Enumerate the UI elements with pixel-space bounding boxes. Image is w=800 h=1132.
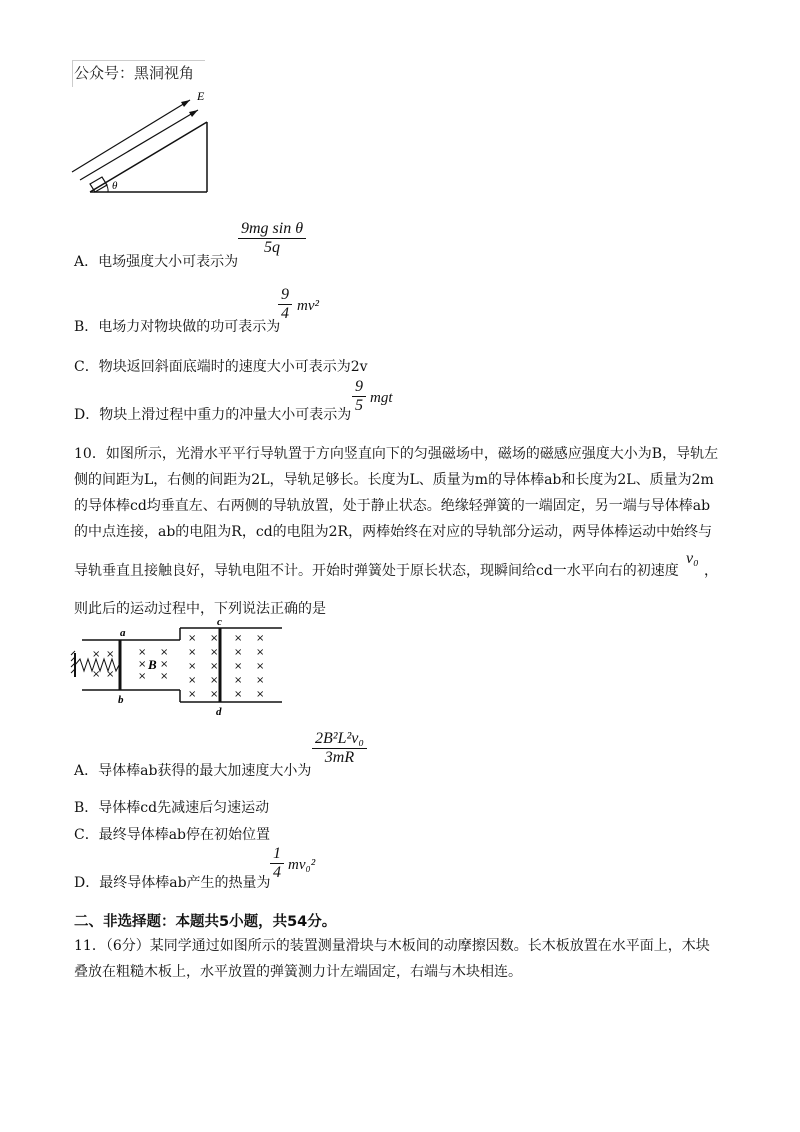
incline-figure	[70, 88, 220, 200]
q9-option-b-tail: mv²	[297, 298, 319, 314]
label-E: E	[197, 89, 205, 103]
q10-line-6: 则此后的运动过程中，下列说法正确的是	[74, 601, 326, 617]
field-cross: ×	[234, 689, 243, 700]
q10-option-c: C．最终导体棒ab停在初始位置	[74, 827, 271, 843]
field-cross: ×	[160, 671, 169, 682]
field-cross: ×	[256, 661, 265, 672]
field-cross: ×	[256, 647, 265, 658]
q9-option-b: B．电场力对物块做的功可表示为	[74, 319, 281, 335]
field-cross: ×	[160, 647, 169, 658]
fraction-denominator: 4	[281, 305, 289, 322]
field-cross: ×	[188, 675, 197, 686]
section-heading: 二、非选择题：本题共5小题，共54分。	[74, 914, 337, 930]
q9-option-a: A．电场强度大小可表示为	[74, 254, 239, 270]
fraction-denominator: 5	[355, 397, 363, 414]
label-d: d	[216, 706, 222, 718]
fraction-numerator: 9mg sin θ	[241, 220, 304, 237]
field-cross: ×	[188, 689, 197, 700]
field-cross: ×	[210, 675, 219, 686]
field-cross: ×	[92, 649, 101, 660]
fraction-denominator: 4	[273, 864, 281, 881]
rail-figure	[70, 615, 290, 721]
q10-option-b: B．导体棒cd先减速后匀速运动	[74, 800, 270, 816]
field-cross: ×	[210, 647, 219, 658]
watermark-text: 公众号：黑洞视角	[74, 64, 195, 82]
fraction-denominator: 3mR	[324, 749, 355, 766]
q10-option-a-fraction	[312, 730, 367, 767]
field-cross: ×	[138, 647, 147, 658]
watermark-border	[72, 60, 205, 87]
q10-line-4: 的中点连接，ab的电阻为R，cd的电阻为2R，两棒始终在对应的导轨部分运动，两导体棒运动中始终与	[74, 524, 713, 540]
field-cross: ×	[256, 675, 265, 686]
q11-line-1: 11．（6分）某同学通过如图所示的装置测量滑块与木板间的动摩擦因数。长木板放置在水平面上，木块	[74, 938, 710, 954]
field-cross: ×	[106, 649, 115, 660]
label-b: b	[118, 694, 124, 706]
field-cross: ×	[256, 633, 265, 644]
field-cross: ×	[188, 633, 197, 644]
label-theta: θ	[112, 180, 118, 192]
field-cross: ×	[188, 661, 197, 672]
field-cross: ×	[210, 661, 219, 672]
field-cross: ×	[210, 689, 219, 700]
q10-line-5-tail: ，	[704, 563, 718, 579]
field-cross: ×	[234, 661, 243, 672]
q10-option-d-fraction	[270, 845, 284, 882]
fraction-numerator: 9	[355, 378, 363, 395]
field-cross: ×	[256, 689, 265, 700]
field-cross: ×	[210, 633, 219, 644]
field-cross: ×	[160, 659, 169, 670]
field-cross: ×	[138, 671, 147, 682]
label-c: c	[217, 616, 222, 628]
q11-line-2: 叠放在粗糙木板上，水平放置的弹簧测力计左端固定，右端与木块相连。	[74, 964, 522, 980]
q10-option-a: A．导体棒ab获得的最大加速度大小为	[74, 763, 312, 779]
field-cross: ×	[234, 675, 243, 686]
field-cross: ×	[188, 647, 197, 658]
label-field-B: B	[148, 657, 157, 672]
field-cross: ×	[234, 633, 243, 644]
fraction-denominator: 5q	[264, 239, 281, 256]
field-cross: ×	[138, 659, 147, 670]
q9-option-a-fraction	[238, 220, 306, 257]
fraction-numerator: 1	[273, 845, 281, 862]
field-cross: ×	[106, 669, 115, 680]
q9-option-b-fraction	[278, 286, 292, 323]
field-cross: ×	[92, 669, 101, 680]
q9-option-c: C．物块返回斜面底端时的速度大小可表示为2v	[74, 359, 368, 375]
q10-v0: v₀	[686, 550, 699, 567]
fraction-numerator: 9	[281, 286, 289, 303]
q10-option-d-tail: mv₀²	[288, 857, 316, 873]
q10-line-1: 10．如图所示，光滑水平平行导轨置于方向竖直向下的匀强磁场中，磁场的磁感应强度大小为B，导轨左	[74, 446, 719, 462]
q10-option-d: D．最终导体棒ab产生的热量为	[74, 875, 271, 891]
q9-option-d: D．物块上滑过程中重力的冲量大小可表示为	[74, 407, 352, 423]
q10-line-5: 导轨垂直且接触良好，导轨电阻不计。开始时弹簧处于原长状态，现瞬间给cd一水平向右的初速度	[74, 563, 679, 579]
field-cross: ×	[234, 647, 243, 658]
q10-line-2: 侧的间距为L，右侧的间距为2L，导轨足够长。长度为L、质量为m的导体棒ab和长度为2L、质量为2m	[74, 472, 714, 488]
q10-line-3: 的导体棒cd均垂直左、右两侧的导轨放置，处于静止状态。绝缘轻弹簧的一端固定，另一端与导体棒ab	[74, 498, 711, 514]
label-a: a	[120, 627, 126, 639]
fraction-numerator: 2B²L²v₀	[315, 730, 364, 747]
q9-option-d-tail: mgt	[370, 390, 393, 406]
q9-option-d-fraction	[352, 378, 366, 415]
